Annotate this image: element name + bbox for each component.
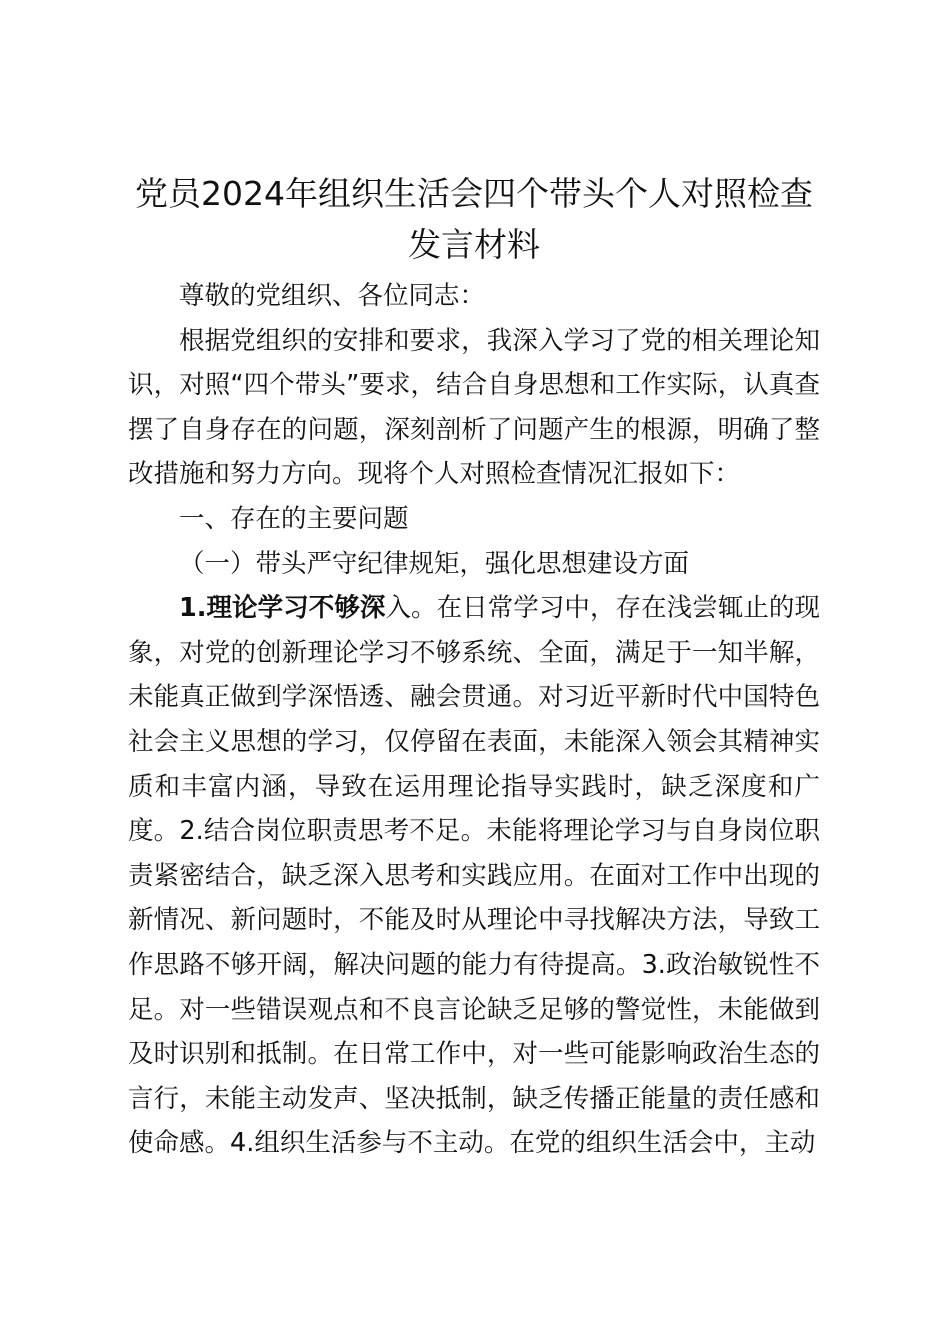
intro-paragraph: 根据党组织的安排和要求，我深入学习了党的相关理论知识，对照“四个带头”要求，结合自身思想和工作实际，认真查摆了自身存在的问题，深刻剖析了问题产生的根源，明确了整改措施和努力方向。现将个人对照检查情况汇报如下： xyxy=(128,325,820,490)
document-page xyxy=(128,168,820,1166)
item-1-heading: 1.理论学习不够深 xyxy=(179,593,386,624)
item-1-paragraph xyxy=(128,586,820,1166)
item-1-body: 入。在日常学习中，存在浅尝辄止的现象，对党的创新理论学习不够系统、全面，满足于一知半解，未能真正做到学深悟透、融会贯通。对习近平新时代中国特色社会主义思想的学习，仅停留在表面，未能深入领会其精神实质和丰富内涵，导致在运用理论指导实践时，缺乏深度和广度。2.结合岗位职责思考不足。未能将理论学习与自身岗位职责紧密结合，缺乏深入思考和实践应用。在面对工作中出现的新情况、新问题时，不能及时从理论中寻找解决方法，导致工作思路不够开阔，解决问题的能力有待提高。3.政治敏锐性不足。对一些错误观点和不良言论缺乏足够的警觉性，未能做到及时识别和抵制。在日常工作中，对一些可能影响政治生态的言行，未能主动发声、坚决抵制，缺乏传播正能量的责任感和使命感。4.组织生活参与不主动。在党的组织生活会中，主动 xyxy=(128,593,820,1159)
subsection-heading-discipline: （一）带头严守纪律规矩，强化思想建设方面 xyxy=(179,548,690,579)
section-heading-problems: 一、存在的主要问题 xyxy=(179,503,409,534)
document-title: 党员2024年组织生活会四个带头个人对照检查发言材料 xyxy=(135,174,813,264)
salutation: 尊敬的党组织、各位同志： xyxy=(179,281,486,311)
